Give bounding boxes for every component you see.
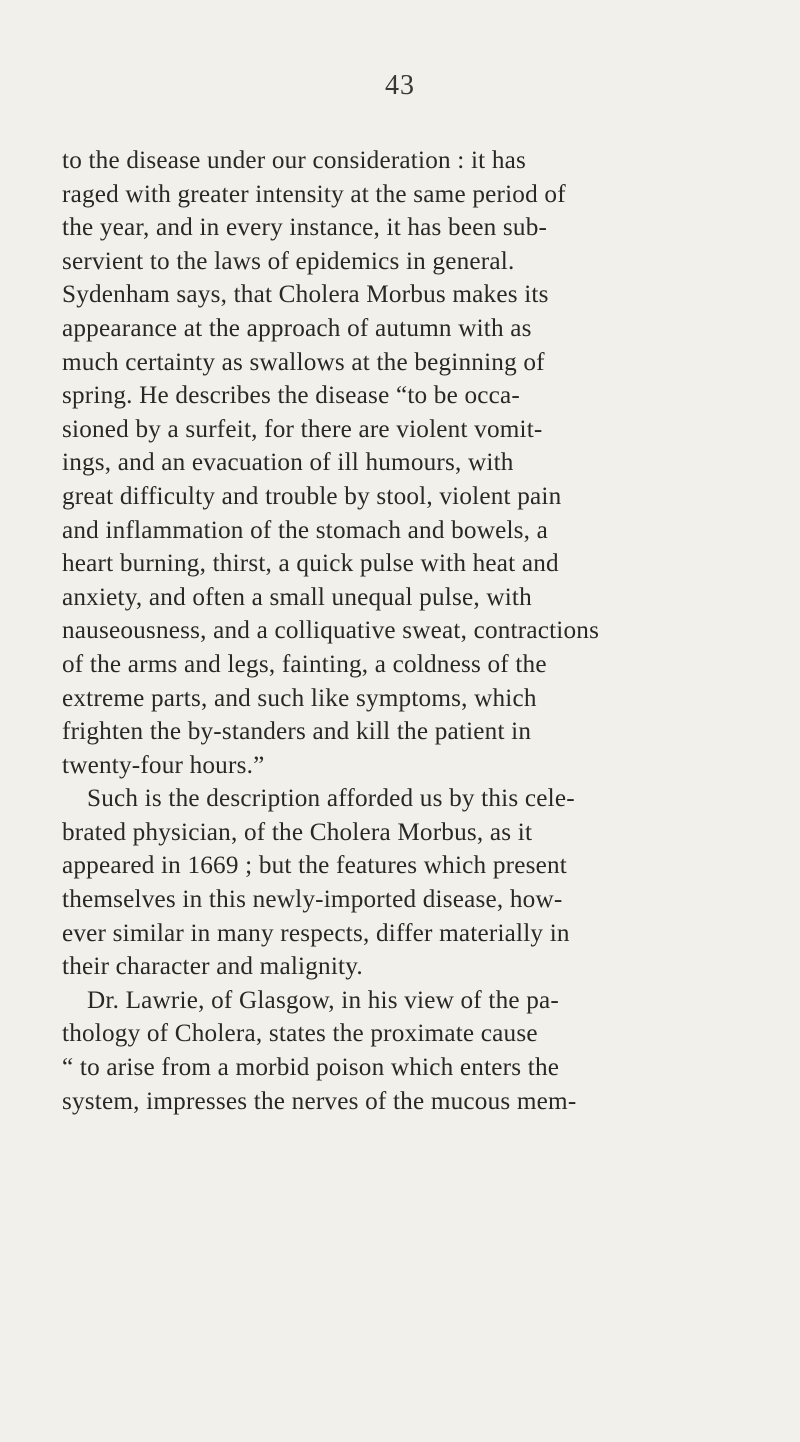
- body-text: [62, 144, 662, 1118]
- text-line: great difficulty and trouble by stool, violent pain: [62, 482, 562, 510]
- text-line: raged with greater intensity at the same period of: [62, 180, 566, 208]
- text-line: extreme parts, and such like symptoms, which: [62, 684, 537, 712]
- text-line: brated physician, of the Cholera Morbus, as it: [62, 818, 533, 846]
- text-line: frighten the by-standers and kill the patient in: [62, 718, 532, 746]
- text-line: servient to the laws of epidemics in general.: [62, 247, 515, 275]
- text-line: Dr. Lawrie, of Glasgow, in his view of the pa-: [87, 986, 560, 1014]
- text-line: Such is the description afforded us by this cele-: [87, 785, 575, 813]
- text-line: sioned by a surfeit, for there are violent vomit-: [62, 415, 543, 443]
- page-number: 43: [385, 70, 415, 101]
- text-line: Sydenham says, that Cholera Morbus makes its: [62, 281, 549, 309]
- text-line: twenty-four hours.”: [62, 751, 265, 779]
- text-line: to the disease under our consideration : it has: [62, 147, 527, 174]
- text-line: anxiety, and often a small unequal pulse, with: [62, 583, 532, 611]
- text-line: their character and malignity.: [62, 953, 363, 981]
- text-line: nauseousness, and a colliquative sweat, contractions: [62, 617, 600, 645]
- text-line: appearance at the approach of autumn with as: [62, 314, 532, 342]
- text-line: ever similar in many respects, differ materially in: [62, 919, 570, 947]
- text-line: spring. He describes the disease “to be occa-: [62, 382, 520, 410]
- text-line: much certainty as swallows at the beginning of: [62, 348, 545, 376]
- text-line: “ to arise from a morbid poison which enters the: [62, 1054, 560, 1082]
- text-line: themselves in this newly-imported disease, how-: [62, 886, 563, 914]
- text-line: ings, and an evacuation of ill humours, with: [62, 449, 514, 477]
- text-line: the year, and in every instance, it has been sub-: [62, 214, 548, 242]
- text-line: system, impresses the nerves of the mucous mem-: [62, 1087, 577, 1115]
- text-line: heart burning, thirst, a quick pulse with heat and: [62, 550, 559, 578]
- text-line: and inflammation of the stomach and bowels, a: [62, 516, 549, 544]
- text-line: appeared in 1669 ; but the features which present: [62, 852, 567, 880]
- text-line: thology of Cholera, states the proximate cause: [62, 1020, 538, 1048]
- text-line: of the arms and legs, fainting, a coldness of the: [62, 650, 547, 678]
